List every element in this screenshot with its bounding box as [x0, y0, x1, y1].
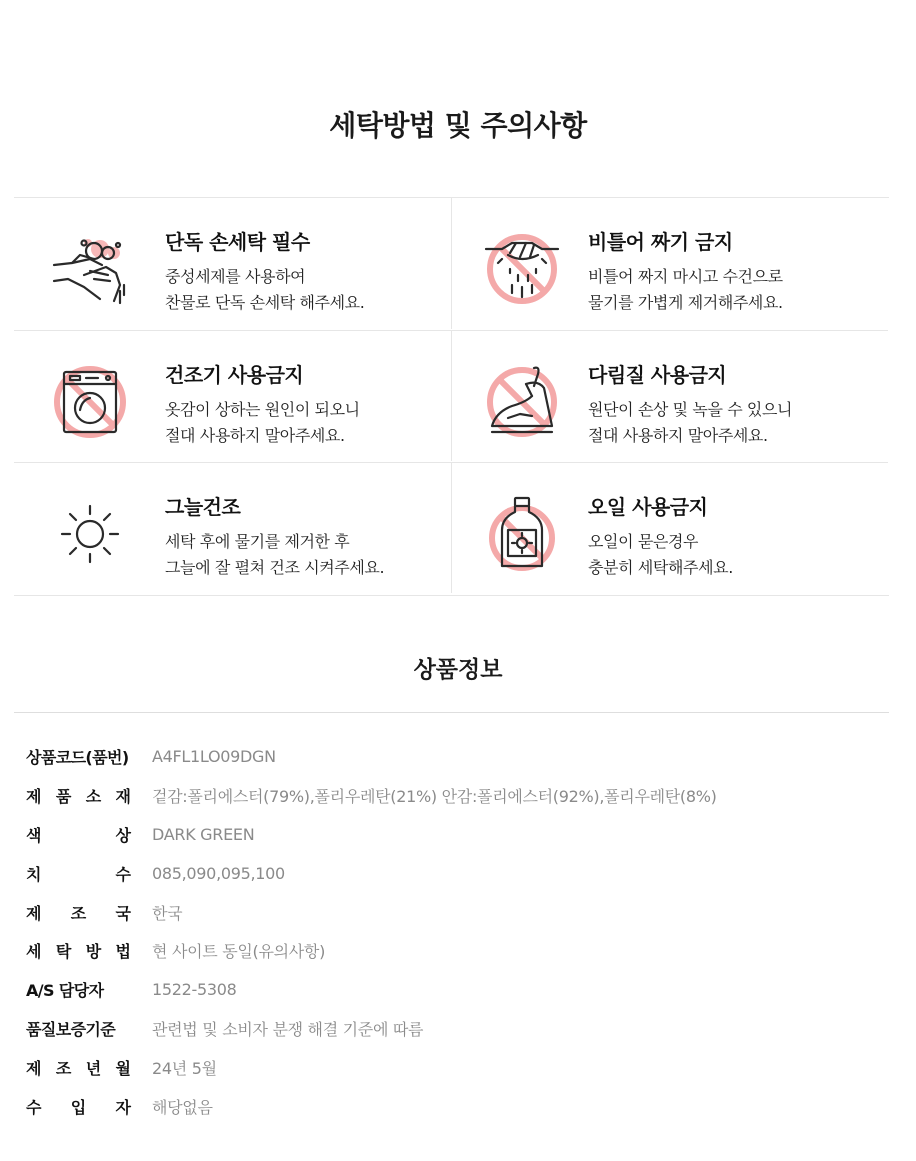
care-item-title: 단독 손세탁 필수 [165, 230, 310, 254]
no-iron-icon [482, 362, 562, 442]
care-item-title: 건조기 사용금지 [165, 363, 304, 387]
info-label: 치 수 [26, 864, 131, 884]
info-value: 24년 5월 [152, 1059, 217, 1079]
divider [14, 712, 889, 713]
info-row [26, 1087, 886, 1126]
no-wring-icon [482, 229, 562, 309]
info-row [26, 931, 886, 970]
info-row [26, 854, 886, 893]
care-item-shade-dry [14, 462, 451, 593]
info-row [26, 1048, 886, 1087]
care-item-desc-line1: 비틀어 짜지 마시고 수건으로 [588, 267, 783, 286]
care-item-title: 그늘건조 [165, 495, 241, 519]
info-row [26, 1009, 886, 1048]
info-label: A/S 담당자 [26, 981, 104, 1001]
care-item-desc-line2: 물기를 가볍게 제거해주세요. [588, 293, 783, 312]
info-value: 현 사이트 동일(유의사항) [152, 942, 326, 962]
info-value: DARK GREEN [152, 824, 255, 844]
no-oil-icon [482, 494, 562, 574]
info-row [26, 737, 886, 776]
info-label: 제 조 년 월 [26, 1059, 131, 1079]
info-label: 상품코드(품번) [26, 747, 129, 767]
care-item-desc-line1: 원단이 손상 및 녹을 수 있으니 [588, 400, 793, 419]
info-label: 제 품 소 재 [26, 786, 131, 806]
care-item-no-wring [451, 198, 888, 329]
info-row [26, 893, 886, 932]
care-item-desc-line1: 오일이 묻은경우 [588, 532, 699, 551]
care-item-hand-wash [14, 198, 451, 329]
info-label: 세 탁 방 법 [26, 942, 131, 962]
product-info-table [26, 737, 886, 1126]
care-item-no-dryer [14, 330, 451, 461]
no-dryer-icon [50, 362, 130, 442]
info-value: 085,090,095,100 [152, 863, 285, 883]
care-item-title: 다림질 사용금지 [588, 363, 727, 387]
info-label: 품질보증기준 [26, 1020, 116, 1040]
info-value: 해당없음 [152, 1097, 213, 1117]
info-value: 관련법 및 소비자 분쟁 해결 기준에 따름 [152, 1020, 424, 1040]
info-value: 겉감:폴리에스터(79%),폴리우레탄(21%) 안감:폴리에스터(92%),폴리우레탄(8%) [152, 786, 717, 806]
care-item-title: 비틀어 짜기 금지 [588, 230, 733, 254]
care-item-desc-line2: 절대 사용하지 말아주세요. [588, 426, 768, 445]
care-item-desc-line1: 옷감이 상하는 원인이 되오니 [165, 400, 360, 419]
info-row [26, 970, 886, 1009]
care-item-title: 오일 사용금지 [588, 495, 708, 519]
care-item-no-iron [451, 330, 888, 461]
info-value: 한국 [152, 903, 183, 923]
info-label: 수 입 자 [26, 1097, 131, 1117]
care-item-no-oil [451, 462, 888, 593]
info-value: 1522-5308 [152, 980, 237, 1000]
product-info-title: 상품정보 [413, 657, 503, 683]
info-label: 색 상 [26, 825, 131, 845]
care-item-desc-line1: 세탁 후에 물기를 제거한 후 [165, 532, 350, 551]
care-item-desc-line2: 충분히 세탁해주세요. [588, 558, 733, 577]
info-row [26, 776, 886, 815]
care-item-desc-line1: 중성세제를 사용하여 [165, 267, 306, 286]
care-grid [14, 197, 889, 596]
care-item-desc-line2: 찬물로 단독 손세탁 해주세요. [165, 293, 365, 312]
shade-dry-icon [50, 494, 130, 574]
info-value: A4FL1LO09DGN [152, 746, 276, 766]
care-section-title: 세탁방법 및 주의사항 [329, 109, 587, 142]
care-item-desc-line2: 절대 사용하지 말아주세요. [165, 426, 345, 445]
care-item-desc-line2: 그늘에 잘 펼쳐 건조 시켜주세요. [165, 558, 385, 577]
info-label: 제 조 국 [26, 903, 131, 923]
hand-wash-icon [50, 229, 130, 309]
info-row [26, 815, 886, 854]
